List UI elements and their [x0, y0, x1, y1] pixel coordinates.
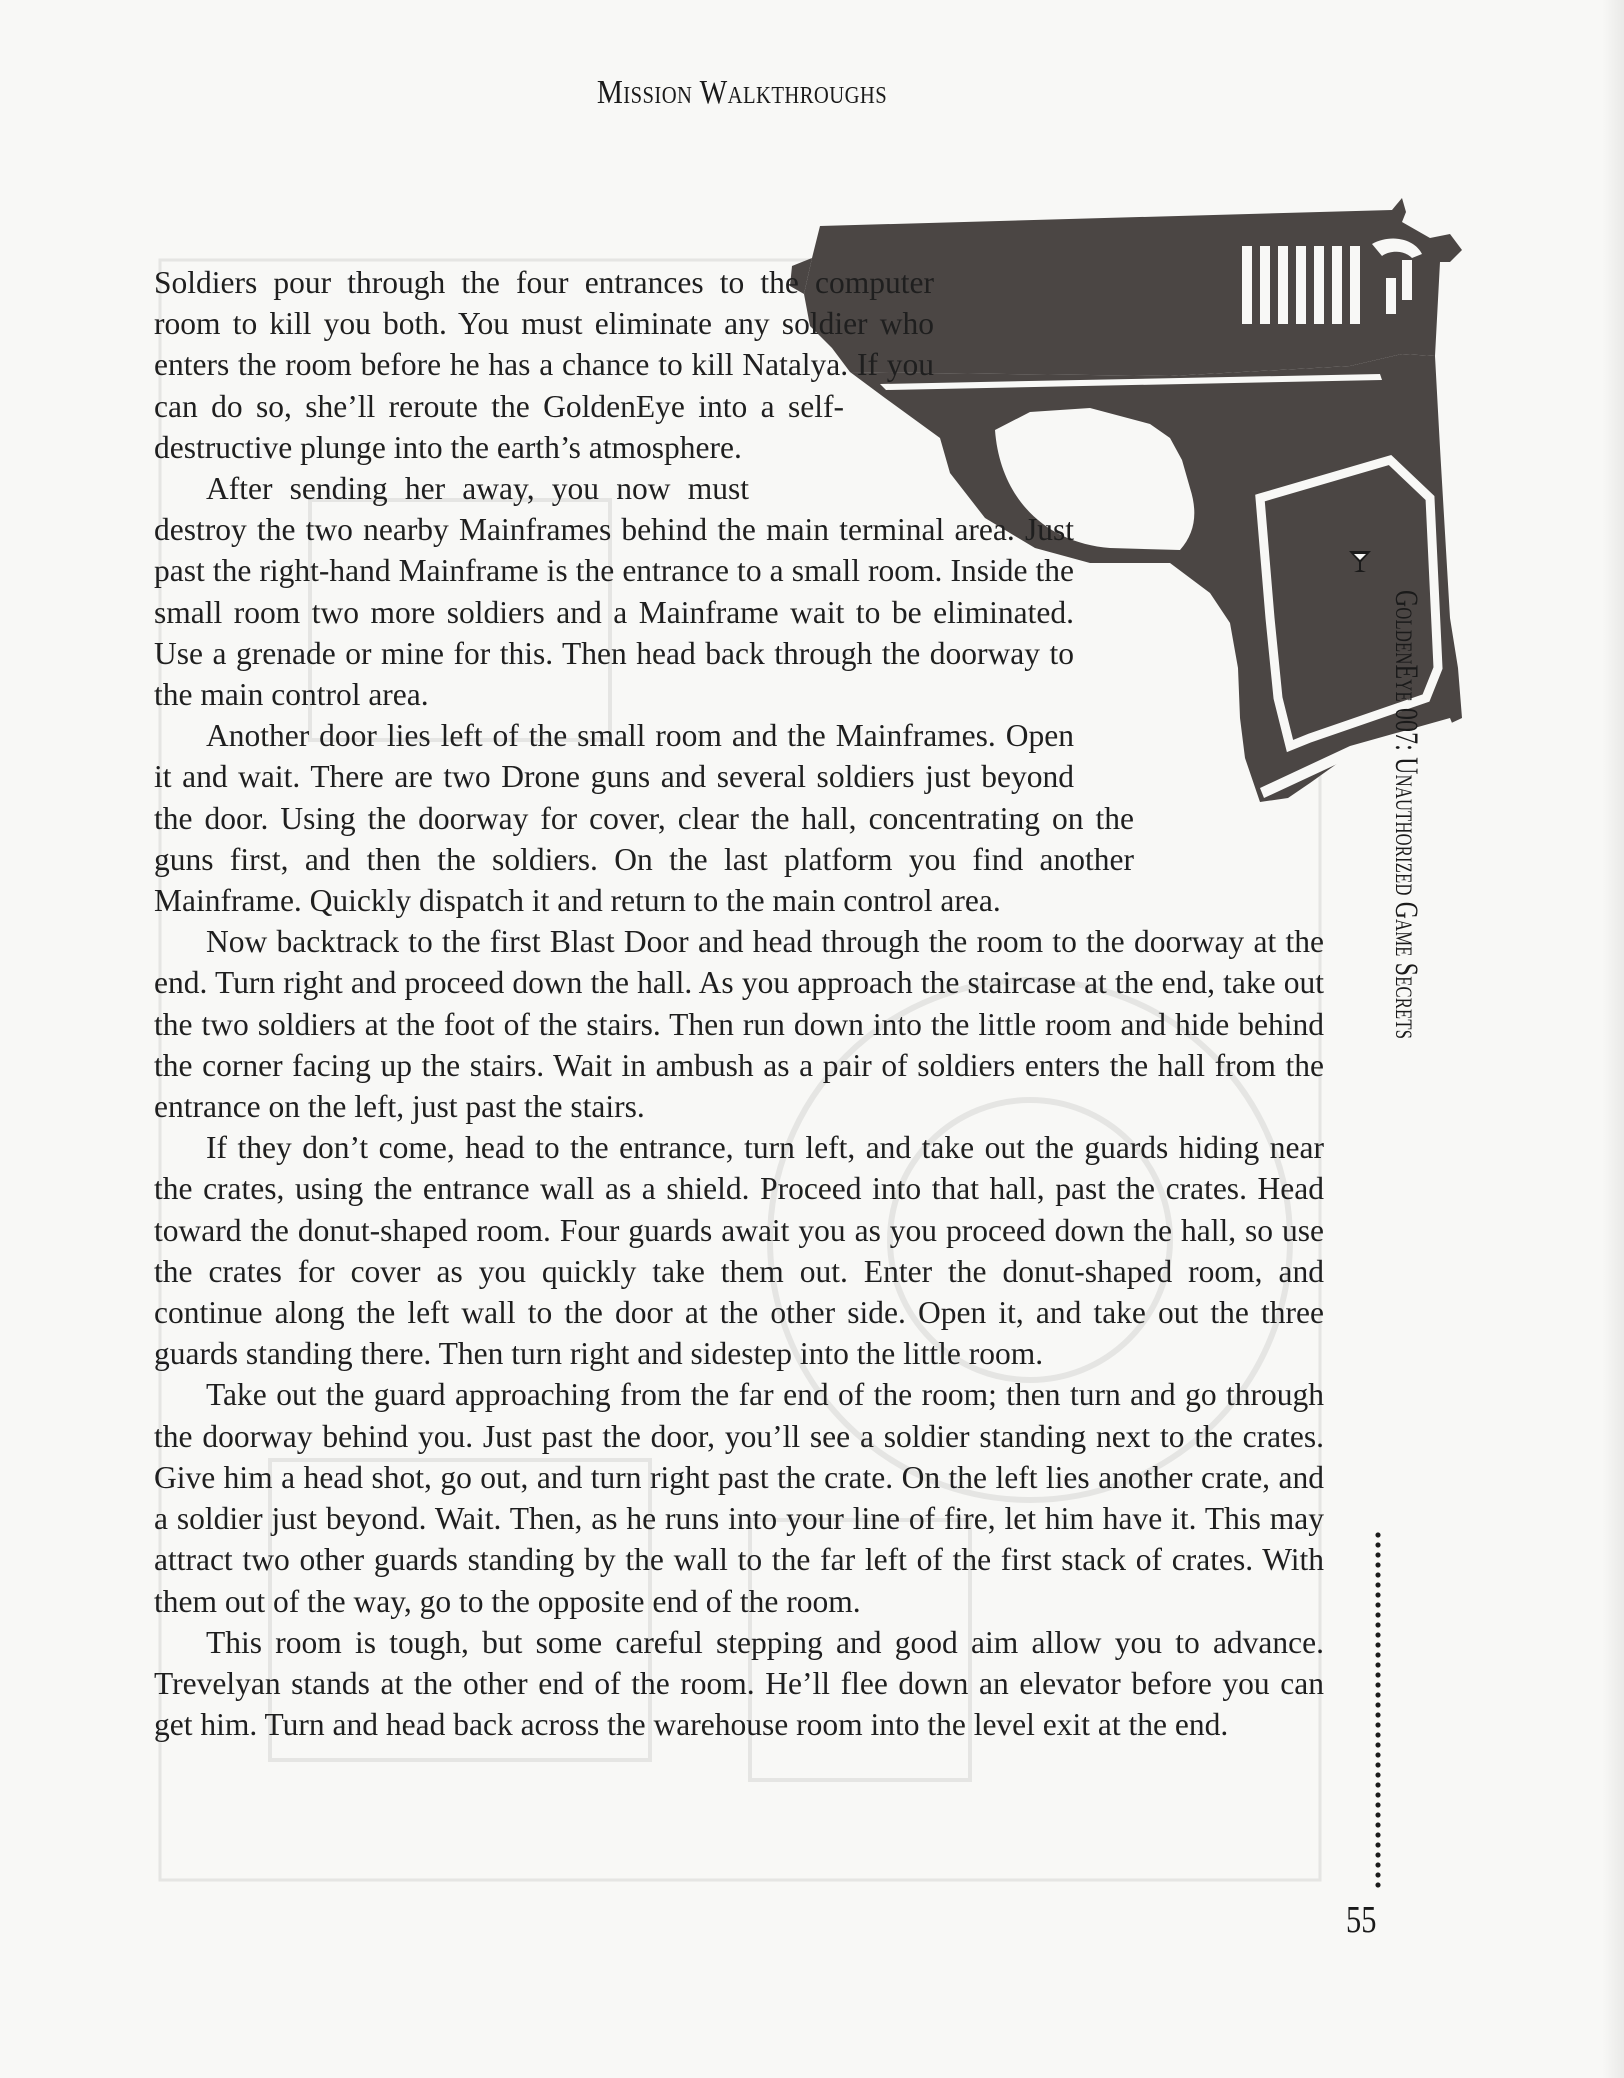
paragraph: Soldiers pour through the four entrances to the computer room to kill you both. You must eliminate any soldier who enters the room before he has a chance to kill Natalya. If you can do so, she’ll reroute the GoldenEye into a self-destructive plunge into the earth’s atmosphere.: [154, 265, 934, 465]
gun-wrap-spacer-mid: [844, 386, 1324, 427]
paragraph: After sending her away, you now must destroy the two nearby Mainframes behind the main terminal area. Just past the right-hand Mainframe is the entrance to a small room. Inside the small room two more soldiers and a Mainframe wait to be eliminated. Use a grenade or mine for this. Then head back through the doorway to the main control area.: [154, 471, 1074, 713]
sidebar-book-title: [1384, 590, 1424, 1890]
paragraph: Take out the guard approaching from the far end of the room; then turn and go through the doorway behind you. Just past the door, you’ll see a soldier standing next to the crates. Give him a head shot, go out, and turn right past the crate. On the left lies another crate, and a soldier just beyond. Wait. Then, as he runs into your line of fire, let him have it. This may attract two other guards standing by the wall to the far left of the first stack of crates. With them out of the way, go to the opposite end of the room.: [154, 1377, 1324, 1619]
paragraph: Another door lies left of the small room and the Mainframes. Open it and wait. There are two Drone guns and several soldiers just beyond the door. Using the doorway for cover, clear the hall, concentrating on the guns first, and then the soldiers. On the last platform you find another Mainframe. Quickly dispatch it and return to the main control area.: [154, 718, 1134, 919]
page-edge-shadow: [1602, 0, 1624, 2078]
gun-wrap-spacer-trigger: [749, 427, 1324, 509]
martini-glass-icon: [1347, 548, 1373, 574]
paragraph: Now backtrack to the first Blast Door and head through the room to the doorway at the end. Turn right and proceed down the hall. As you approach the staircase at the end, take out the two soldiers at the foot of the stairs. Then run down into the little room and hide behind the corner facing up the stairs. Wait in ambush as a pair of soldiers enters the hall from the entrance on the left, just past the stairs.: [154, 924, 1324, 1125]
paragraph: This room is tough, but some careful stepping and good aim allow you to advance. Trevelyan stands at the other end of the room. He’ll flee down an elevator before you can get him. Turn and head back across the warehouse room into the level exit at the end.: [154, 1624, 1324, 1743]
sidebar-dotted-leader: [1375, 1530, 1381, 1892]
paragraph: If they don’t come, head to the entrance, turn left, and take out the guards hiding near the crates, using the entrance wall as a shield. Proceed into that hall, past the crates. Head toward the donut-shaped room. Four guards await you as you proceed down the hall, so use the crates for cover as you quickly take them out. Enter the donut-shaped room, and continue along the left wall to the door at the other side. Open it, and take out the three guards standing there. Then turn right and sidestep into the little room.: [154, 1130, 1324, 1372]
gun-wrap-spacer-margin: [1264, 839, 1324, 880]
gun-wrap-spacer-grip: [1074, 509, 1324, 757]
page-number: 55: [1346, 1899, 1377, 1941]
sidebar-book-title-text: GoldenEye 007: Unauthorized Game Secrets: [1388, 590, 1424, 1040]
gun-wrap-spacer-grip-base: [1134, 757, 1324, 839]
running-header: Mission Walkthroughs: [596, 74, 888, 111]
body-text: [154, 262, 1324, 1745]
gun-wrap-spacer-top: [934, 262, 1324, 386]
